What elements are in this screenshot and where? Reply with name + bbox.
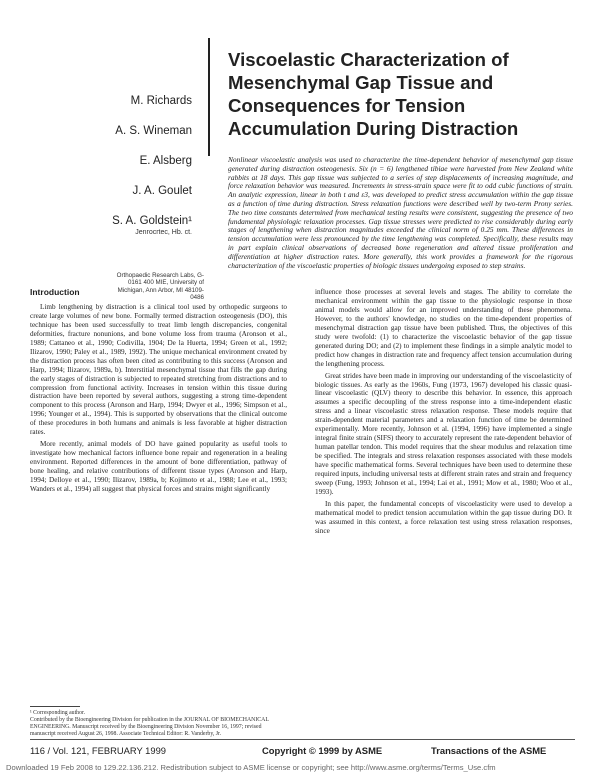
author-list <box>40 93 192 243</box>
author-name: S. A. Goldstein¹ <box>112 215 192 227</box>
author-name: E. Alsberg <box>139 155 192 167</box>
body-column-right <box>315 288 572 539</box>
abstract: Nonlinear viscoelastic analysis was used to characterize the time-dependent behavior of mesenchymal gap tissue generated during distraction osteogenesis. Six (n = 6) lengthened tibiae were harvested from New Zealand white rabbits at 18 days. This gap tissue was subjected to a series of step displacements of increasing magnitude, and force relaxation behavior was measured. Increments in stress-strain space were fit to odd cubic functions of strain. An analytic expression, linear in both t and ε3, was developed to predict stress accumulation within the gap tissue as a function of time during distraction. Stress relaxation functions were described well by two-term Prony series. The two time constants determined from mechanical testing results were consistent, suggesting the presence of two fundamental physiologic relaxation processes. Gap tissue stresses were predicted to rise considerably during early stages of lengthening when distraction magnitudes exceeded the clinical norm of 0.25 mm. These differences in tension accumulation were less pronounced by the time lengthening was completed. Specifically, these results may in part explain clinical observations of decreased bone regeneration and altered tissue proliferation and differentiation at higher distraction rates. More generally, this work provides a framework for the rigorous characterization of the viscoelastic properties of biologic tissues undergoing exposed to step strains. <box>228 155 573 270</box>
body-paragraph: More recently, animal models of DO have gained popularity as useful tools to investigate how mechanical factors influence bone repair and regeneration in a healing environment. Reported differences in the amount of bone differentiation, pathway of bone healing, and relative contributions of different tissue types (Aronson and Harp, 1994; Delloye et al., 1990; Ilizarov, 1989a, b; Kojimoto et al., 1988; Lee et al., 1993; Wanders et al., 1994) all suggest that physical forces and strains might significantly <box>30 440 287 494</box>
footnote-corresponding: ¹ Corresponding author. <box>30 710 86 716</box>
author-role: Jenrocrtec, Hb. ct. <box>135 229 192 236</box>
body-paragraph: In this paper, the fundamental concepts of viscoelasticity were used to develop a mathematical model to predict tension accumulation within the gap tissue during DO. It was assumed in this context, a force relaxation test using stress relaxation responses, since <box>315 499 572 535</box>
article-title: Viscoelastic Characterization of Mesenchymal Gap Tissue and Consequences for Tension Accumulation During Distraction <box>228 49 519 139</box>
body-column-left <box>30 288 287 497</box>
body-paragraph: Great strides have been made in improving our understanding of the viscoelasticity of biologic tissues. As early as the 1960s, Fung (1973, 1967) developed his classic quasi-linear viscoelastic (QLV) theory to describe this behavior. In essence, this approach assumes a specific decoupling of the stress response into a time-independent elastic stress and a linear viscoelastic stress relaxation response. These models require that strain-dependent material parameters and a relaxation function of time be determined experimentally. More recently, Johnson et al. (1994, 1996) have implemented a single integral finite strain (SIFS) theory to accurately represent the rate-dependent behavior of human patellar tendon. This model requires that the shear modulus and relaxation time be specified. The integrals and stress relaxation responses associated with these models have specific mathematical forms. Several techniques have been used to determine these required inputs, including universal tests at different strain rates and strain and frequency sweep (Fung, 1993; Johnson et al., 1994; Lai et al., 1991; Mow et al., 1980; Woo et al., 1993). <box>315 371 572 496</box>
footer-page-info: 116 / Vol. 121, FEBRUARY 1999 <box>30 745 167 756</box>
author-name: M. Richards <box>130 95 192 107</box>
footnote-rule <box>30 706 80 707</box>
author-name: A. S. Wineman <box>115 125 192 137</box>
footer-rule <box>30 739 575 740</box>
author-affiliation: Orthopaedic Research Labs, G-0161 400 MIE, University of Michigan, Ann Arbor, MI 48109-0486 <box>116 272 204 302</box>
footer-journal: Transactions of the ASME <box>431 745 547 756</box>
section-heading: Introduction <box>30 287 80 297</box>
footer-copyright: Copyright © 1999 by ASME <box>262 745 383 756</box>
author-name: J. A. Goulet <box>132 185 192 197</box>
footnotes <box>30 710 287 738</box>
body-paragraph: influence those processes at several levels and stages. The ability to correlate the mechanical environment within the gap tissue to the physiologic response in those animal models would allow for an improved understanding of these phenomena. However, to the authors' knowledge, no studies on the time-dependent properties of mesenchymal distraction gap tissue have been published. Thus, the objectives of this study were twofold: (1) to characterize the viscoelastic behavior of the gap tissue generated during DO; and (2) to implement these findings in a simple analytic model to predict how changes in distraction rate and frequency affect tension accumulation during the lengthening process. <box>315 288 572 368</box>
footnote-submission: Contributed by the Bioengineering Division for publication in the JOURNAL OF BIOMECHANICAL ENGINEERING. Manuscript received by the Bioengineering Division November 16, 1997; revised manuscript received August 26, 1998. Associate Technical Editor: R. Vanderby, Jr. <box>30 716 269 737</box>
body-paragraph: Limb lengthening by distraction is a clinical tool used by orthopedic surgeons to create large volumes of new bone. Formally termed distraction osteogenesis (DO), this technique has been used successfully to treat limb length discrepancies, congenital deformities, fracture nonunions, and bone volume loss from trauma (Aronson et al., 1989; Cattaneo et al., 1990; Codivilla, 1904; De la Huerta, 1994; Green et al., 1992; Ilizarov, 1990; Paley et al., 1989, 1992). The unique mechanical environment created by the distraction process has often been cited as contributing to this success (Aronson and Harp, 1994; Ilizarov, 1989a, b). Interstitial mesenchymal tissue that fills the gap during the early stages of distraction is subjected to repeated stretching from distractions and to compression from functional activity. Increases in tension within this tissue during distraction have been reported by several authors, suggesting a strong time-dependent component to this process (Aronson and Harp, 1994; Dwyer et al., 1996; Simpson et al., 1996; Younger et al., 1994). This is supported by observations that the clinical outcome of these procedures in both humans and animals is less favorable at higher distraction rates. <box>30 302 287 437</box>
title-divider <box>208 38 210 156</box>
download-notice: Downloaded 19 Feb 2008 to 129.22.136.212. Redistribution subject to ASME license or copyright; see http://www.asme.org/terms/Terms_Use.cfm <box>6 763 496 772</box>
